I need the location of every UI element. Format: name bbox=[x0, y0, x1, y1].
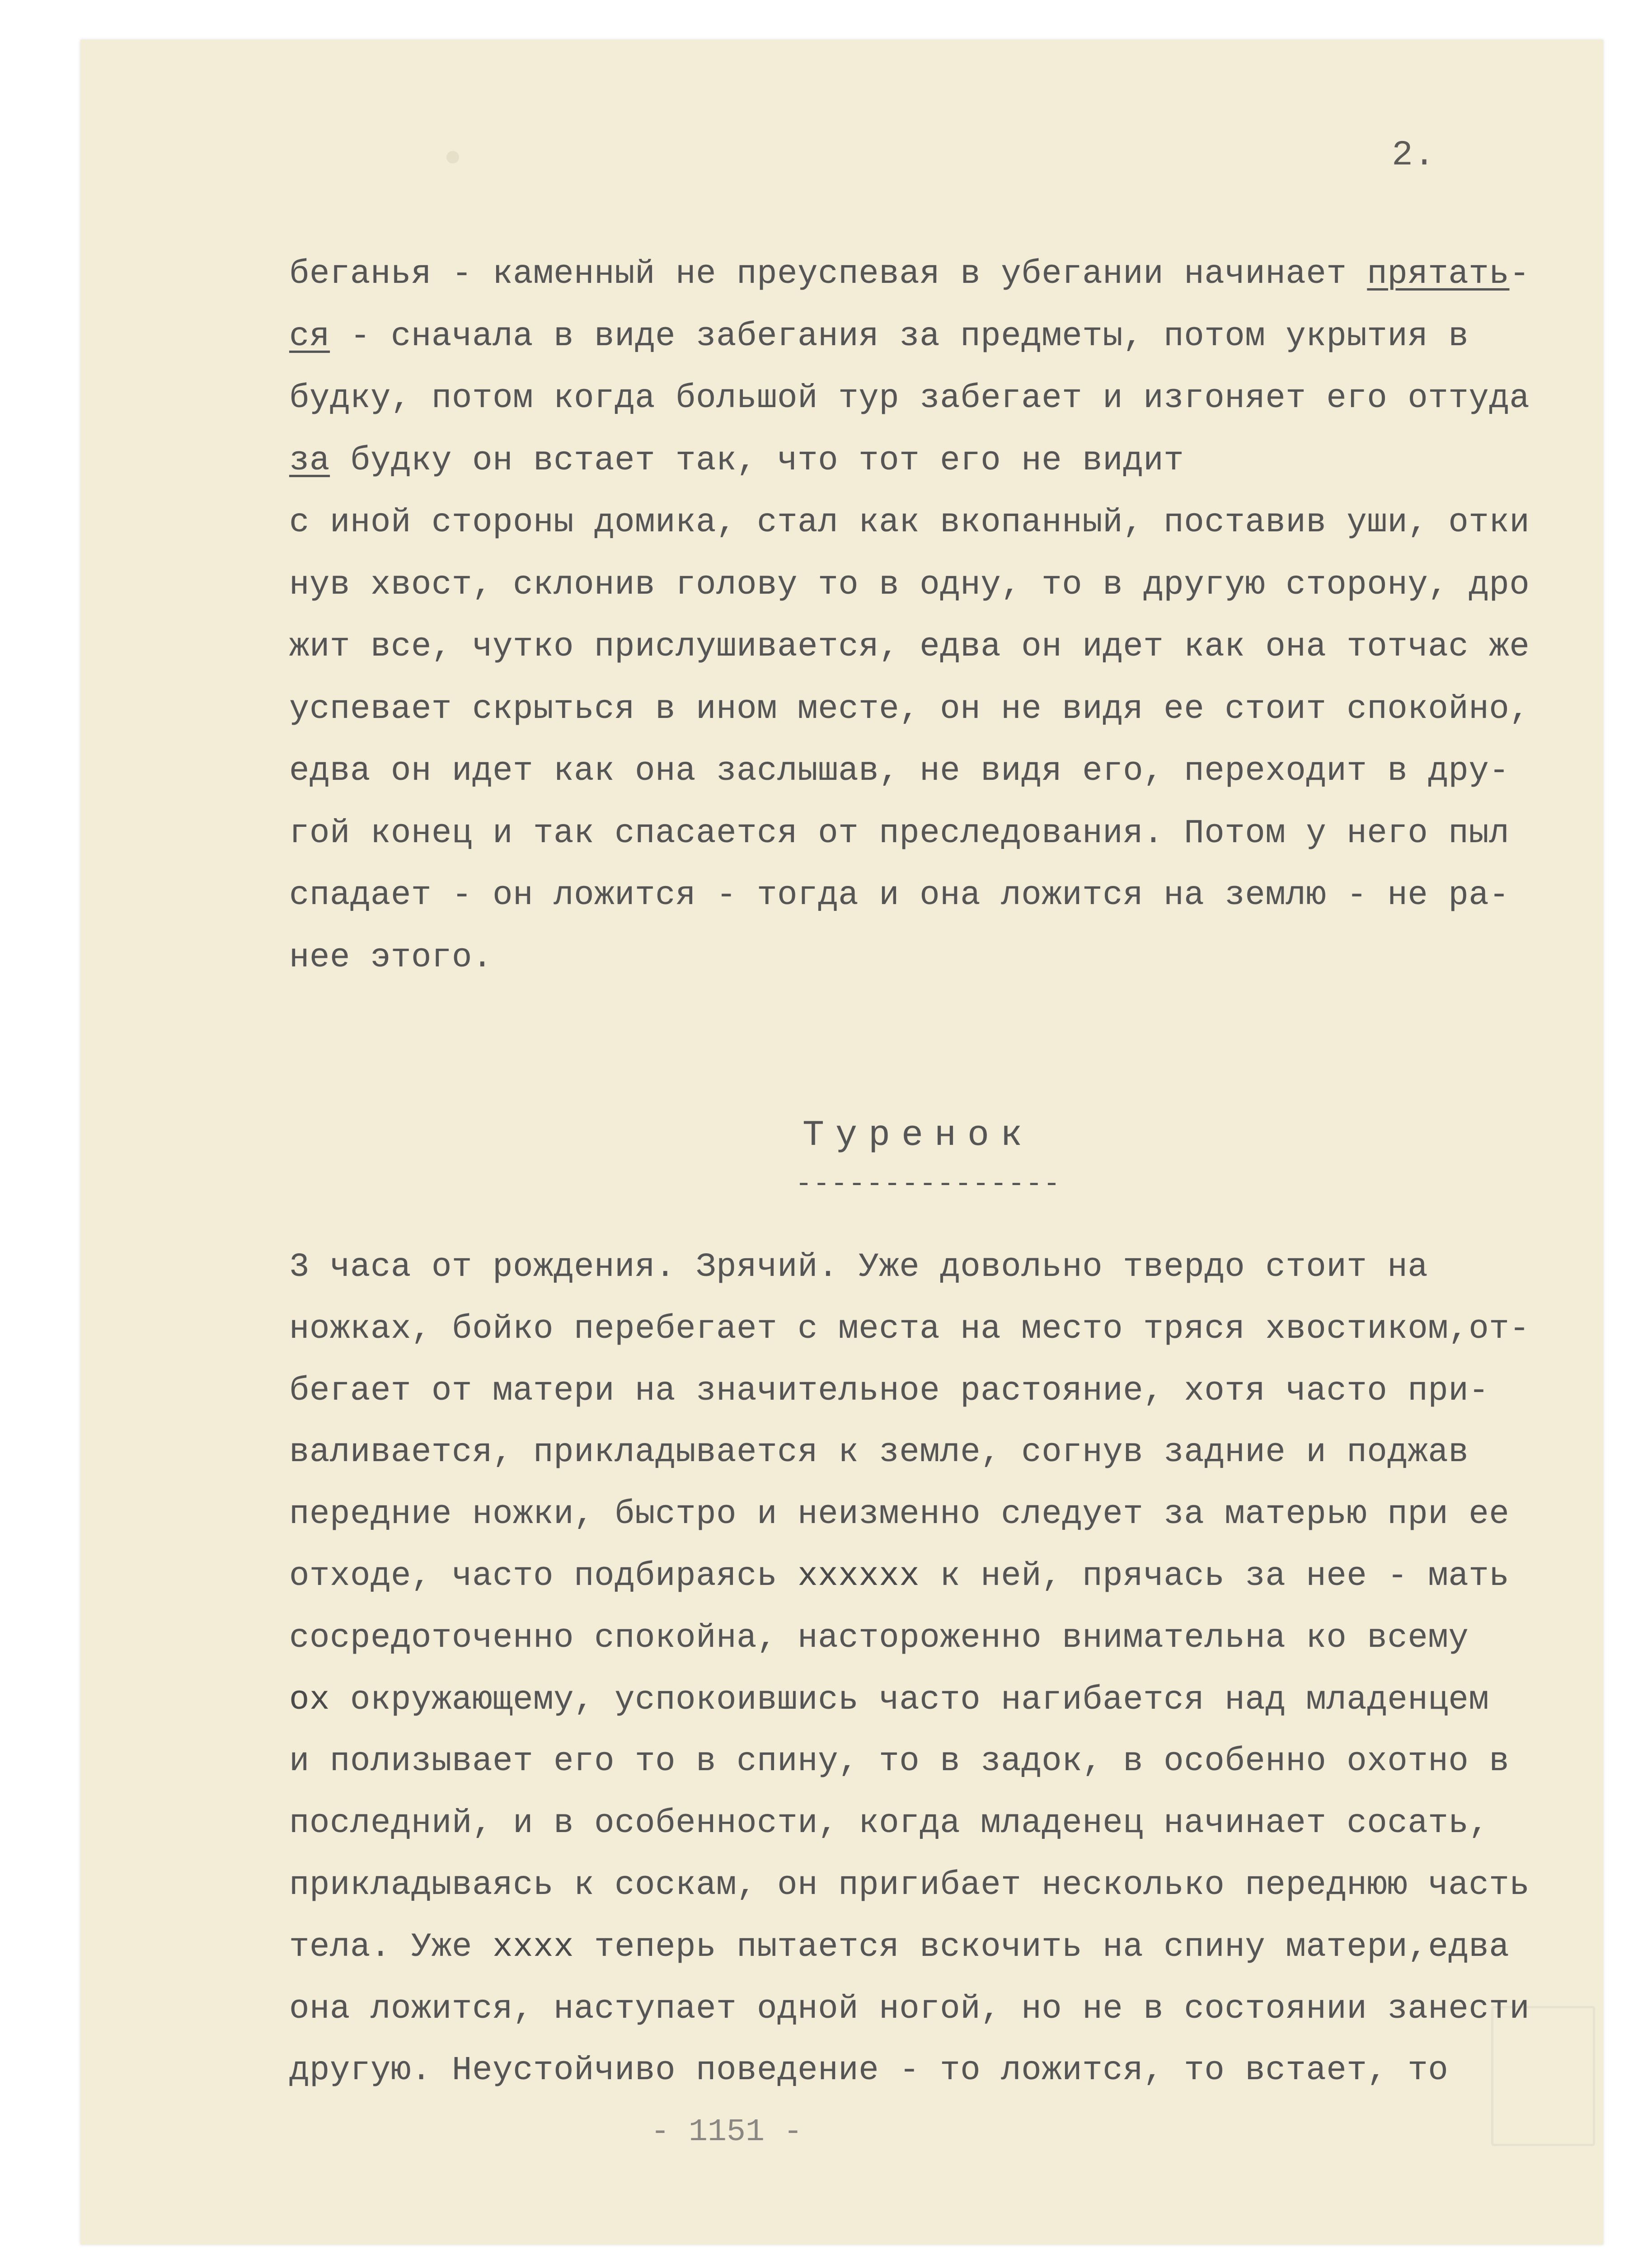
typed-line bbox=[289, 938, 1518, 977]
typed-line bbox=[289, 504, 1530, 542]
typed-line bbox=[289, 1683, 1518, 1717]
page-number: 2. bbox=[1392, 136, 1436, 175]
typed-line bbox=[289, 1374, 1518, 1408]
line-text: прикладываясь к соскам, он пригибает несколько переднюю часть bbox=[289, 1866, 1530, 1904]
line-text: 3 часа от рождения. Зрячий. Уже довольно твердо стоит на bbox=[289, 1248, 1428, 1286]
typed-line bbox=[289, 1804, 1518, 1843]
typed-line bbox=[289, 1619, 1518, 1657]
line-text: теперь пытается вскочить на спину матери,едва bbox=[574, 1928, 1510, 1966]
line-text: с иной стороны домика, стал как вкопанный, поставив уши, отки bbox=[289, 504, 1530, 542]
line-text: бегает от матери на значительное растояние, хотя часто при- bbox=[289, 1372, 1489, 1410]
typed-line bbox=[289, 1310, 1530, 1348]
archive-number: - 1151 - bbox=[651, 2114, 803, 2150]
heading-underline: --------------- bbox=[795, 1168, 1061, 1200]
line-text: другую. Неустойчиво поведение - то ложится, то встает, то bbox=[289, 2052, 1449, 2090]
typed-line bbox=[289, 441, 1518, 480]
line-text: нее этого. bbox=[289, 938, 493, 977]
underlined-word: прятать bbox=[1367, 255, 1510, 293]
line-text: спадает - он ложится - тогда и она ложится на землю - не ра- bbox=[289, 876, 1510, 914]
line-text: будку он встает так, что тот его не видит bbox=[330, 441, 1184, 480]
typed-line bbox=[289, 380, 1530, 417]
typed-line bbox=[289, 1990, 1530, 2028]
line-text: она ложится, наступает одной ногой, но не в состоянии занести bbox=[289, 1990, 1530, 2028]
typed-line bbox=[289, 752, 1518, 790]
line-text: последний, и в особенности, когда младенец начинает сосать, bbox=[289, 1804, 1489, 1843]
typed-line bbox=[289, 1866, 1530, 1904]
line-text: к ней, прячась за нее - мать bbox=[920, 1557, 1510, 1595]
typed-line bbox=[289, 1495, 1518, 1534]
paper-blemish bbox=[446, 151, 459, 164]
line-text: окружающему, успокоившись часто нагибается над младенцем bbox=[330, 1681, 1489, 1719]
typed-line bbox=[289, 1743, 1518, 1781]
struck-word: хххх bbox=[493, 1928, 574, 1966]
typed-line bbox=[289, 1248, 1518, 1286]
section-heading: Туренок bbox=[803, 1115, 1034, 1156]
struck-word: хххххх bbox=[798, 1557, 920, 1595]
line-text: и полизывает его то в спину, то в задок, в особенно охотно в bbox=[289, 1743, 1510, 1781]
line-text: жит все, чутко прислушивается, едва он идет как она тотчас же bbox=[289, 628, 1530, 666]
line-text: беганья - каменный не преуспевая в убегании начинает bbox=[289, 255, 1367, 293]
line-text: нув хвост, склонив голову то в одну, то в другую сторону, дро bbox=[289, 566, 1530, 604]
typed-line bbox=[289, 628, 1530, 666]
typed-line bbox=[289, 317, 1518, 356]
typed-line bbox=[289, 1928, 1518, 1966]
typed-line bbox=[289, 814, 1518, 853]
line-text: едва он идет как она заслышав, не видя его, переходит в дру- bbox=[289, 752, 1510, 790]
typed-line bbox=[289, 1434, 1518, 1472]
line-text: передние ножки, быстро и неизменно следует за матерью при ее bbox=[289, 1495, 1510, 1534]
typed-line bbox=[289, 1557, 1518, 1595]
line-text: - bbox=[1509, 255, 1530, 293]
line-text: успевает скрыться в ином месте, он не видя ее стоит спокойно, bbox=[289, 690, 1530, 728]
line-text: отходе, часто подбираясь bbox=[289, 1557, 798, 1595]
line-text: тела. Уже bbox=[289, 1928, 493, 1966]
typed-line bbox=[289, 255, 1530, 293]
line-text: ножках, бойко перебегает с места на место тряся хвостиком,от- bbox=[289, 1310, 1530, 1348]
line-text: будку, потом когда большой тур забегает и изгоняет его оттуда bbox=[289, 380, 1530, 417]
line-text: валивается, прикладывается к земле, согнув задние и поджав bbox=[289, 1434, 1469, 1472]
typed-line bbox=[289, 2052, 1518, 2090]
typed-line bbox=[289, 690, 1530, 728]
struck-word: ох bbox=[289, 1681, 330, 1719]
line-text: гой конец и так спасается от преследования. Потом у него пыл bbox=[289, 814, 1510, 853]
line-text: - сначала в виде забегания за предметы, потом укрытия в bbox=[330, 317, 1469, 356]
line-text: сосредоточенно спокойна, настороженно внимательна ко всему bbox=[289, 1619, 1469, 1657]
archive-stamp bbox=[1491, 2006, 1595, 2146]
typed-line bbox=[289, 566, 1530, 604]
underlined-word: ся bbox=[289, 317, 330, 356]
typed-line bbox=[289, 876, 1518, 914]
underlined-word: за bbox=[289, 441, 330, 480]
